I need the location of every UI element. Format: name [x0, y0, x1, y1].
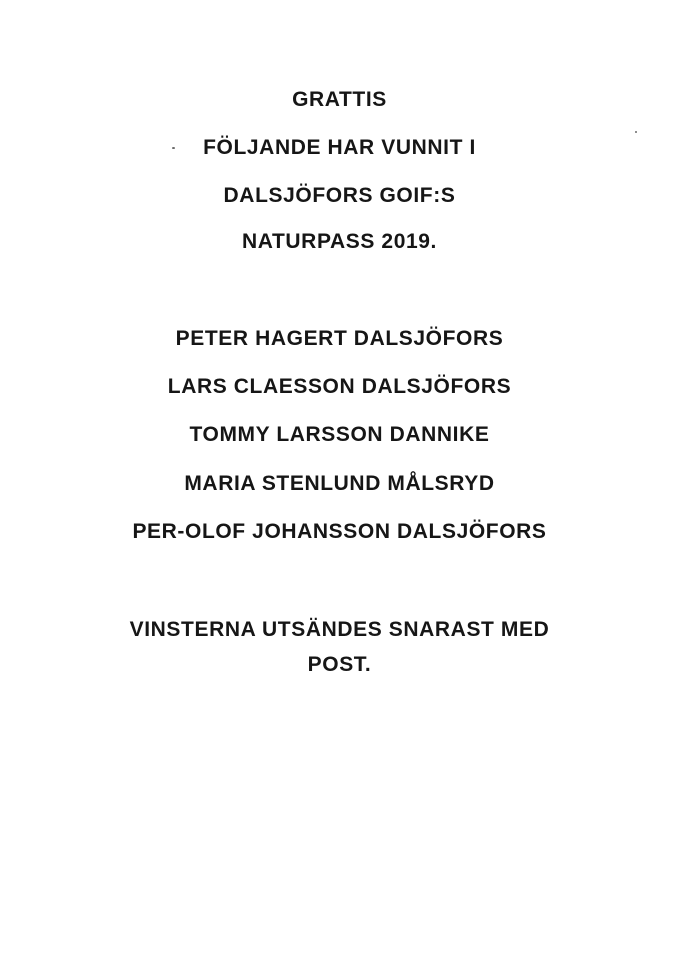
intro-line: NATURPASS 2019.	[242, 230, 437, 253]
winner-line: LARS CLAESSON DALSJÖFORS	[167, 375, 512, 398]
scan-speck	[172, 147, 175, 149]
winner-line: TOMMY LARSSON DANNIKE	[189, 423, 490, 446]
winner-line: PETER HAGERT DALSJÖFORS	[175, 327, 504, 350]
intro-line: FÖLJANDE HAR VUNNIT I	[203, 136, 476, 159]
winner-line: MARIA STENLUND MÅLSRYD	[184, 472, 495, 495]
intro-line: DALSJÖFORS GOIF:S	[223, 184, 456, 207]
scan-speck	[635, 131, 637, 133]
closing-line: POST.	[307, 653, 372, 676]
closing-line: VINSTERNA UTSÄNDES SNARAST MED	[129, 618, 550, 641]
heading-grattis: GRATTIS	[292, 88, 387, 111]
winner-line: PER-OLOF JOHANSSON DALSJÖFORS	[132, 520, 547, 543]
